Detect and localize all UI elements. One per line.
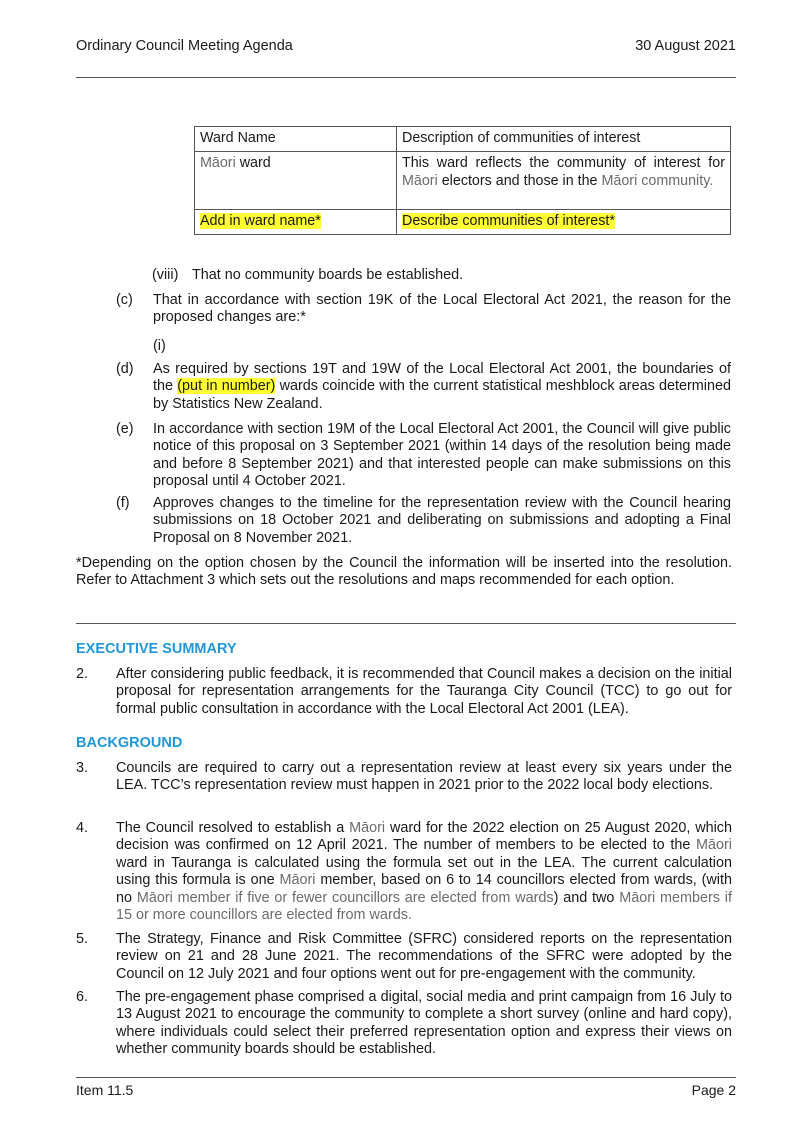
ward-desc-placeholder-cell: [397, 210, 731, 235]
paragraph-2: After considering public feedback, it is recommended that Council makes a decision on the initial proposal for representation arrangements for the Tauranga City Council (TCC) to go out for formal public consultation in accordance with the Local Electoral Act 2001 (LEA).: [116, 666, 732, 717]
paragraph-3: Councils are required to carry out a representation review at least every six years under the LEA. TCC’s representation review must happen in 2021 prior to the 2022 local body elections.: [116, 760, 732, 794]
table-header-row: [195, 127, 731, 152]
item-label: (viii): [152, 267, 179, 283]
option-note: *Depending on the option chosen by the Council the information will be inserted into the resolution. Refer to Attachment 3 which sets out the resolutions and maps recommended for each option.: [76, 555, 732, 589]
item-d-text-b: wards coincide with the current statistical meshblock areas determined by Statistics New Zealand.: [153, 378, 732, 412]
table-row: [195, 152, 731, 210]
ward-word: ward: [235, 155, 271, 171]
item-label: (i): [153, 338, 166, 354]
item-number: Item 11.5: [76, 1082, 134, 1098]
section-rule: [76, 623, 736, 624]
item-f-text: Approves changes to the timeline for the representation review with the Council hearing submissions on 18 October 2021 and deliberating on submissions and adopting a Final Proposal on 8 November 2021.: [153, 495, 731, 546]
maori-clause: Māori members if 15 or more councillors are elected from wards: [116, 889, 733, 924]
ward-name-cell: [195, 152, 397, 210]
paragraph-number: 3.: [76, 760, 89, 776]
p4-text: member, based on 6 to 14 councillors elected from wards, (with no: [116, 872, 732, 906]
item-label: (c): [116, 292, 133, 308]
p4-text: .: [407, 907, 412, 924]
paragraph-number: 6.: [76, 989, 89, 1005]
header-cell-ward-name: Ward Name: [195, 127, 397, 152]
ward-desc-placeholder: Describe communities of interest*: [402, 213, 615, 229]
document-title: Ordinary Council Meeting Agenda: [76, 38, 293, 54]
ward-table: [194, 126, 731, 235]
ward-name-placeholder-cell: [195, 210, 397, 235]
desc-text: This ward reflects the community of interest for: [402, 155, 725, 171]
page-footer: [76, 1082, 736, 1098]
item-c-text: That in accordance with section 19K of the Local Electoral Act 2021, the reason for the proposed changes are:*: [153, 292, 731, 326]
page-number: Page 2: [691, 1082, 736, 1098]
p4-text: ) and two: [553, 889, 615, 906]
desc-text: electors and those in the: [441, 173, 598, 189]
executive-summary-heading: EXECUTIVE SUMMARY: [76, 641, 237, 657]
item-label: (f): [116, 495, 130, 511]
p4-text: The Council resolved to establish a: [116, 820, 345, 836]
item-label: (e): [116, 421, 134, 437]
item-viii-text: That no community boards be established.: [192, 267, 464, 283]
item-e-text: In accordance with section 19M of the Local Electoral Act 2001, the Council will give public notice of this proposal on 3 September 2021 (within 14 days of the resolution being made and before 8 September 2021) and that interested people can make submissions on this proposal until 4 October 2021.: [153, 421, 731, 490]
background-heading: BACKGROUND: [76, 735, 183, 751]
maori-word: Māori: [349, 820, 386, 836]
maori-word: Māori: [200, 155, 236, 171]
meeting-date: 30 August 2021: [635, 38, 736, 54]
item-label: (d): [116, 361, 134, 377]
paragraph-5: The Strategy, Finance and Risk Committee (SFRC) considered reports on the representation review on 21 and 28 June 2021. The recommendations of the SFRC were adopted by the Council on 12 July 2021 and four options went out for pre-engagement with the community.: [116, 931, 732, 982]
paragraph-6: The pre-engagement phase comprised a digital, social media and print campaign from 16 July to 13 August 2021 to encourage the community to complete a short survey (online and hard copy), where individuals could select their preferred representation option and express their views on whether community boards should be established.: [116, 989, 732, 1058]
item-d-text-a: As required by sections 19T and 19W of the Local Electoral Act 2001, the boundaries of the: [153, 361, 731, 395]
header-rule: [76, 77, 736, 78]
paragraph-number: 2.: [76, 666, 89, 682]
maori-word: Māori: [279, 872, 316, 889]
paragraph-number: 5.: [76, 931, 89, 947]
p4-text: ward for the 2022 election on 25 August 2020, which decision was confirmed on 12 April 2021. The number of members to be elected to the: [116, 820, 733, 854]
item-d-text: [153, 361, 731, 413]
table-row: [195, 210, 731, 235]
maori-word: Māori: [696, 837, 732, 854]
maori-clause: Māori member if five or fewer councillors are elected from wards: [136, 889, 554, 906]
paragraph-number: 4.: [76, 820, 89, 836]
maori-word: Māori: [402, 173, 438, 189]
ward-description-cell: [397, 152, 731, 210]
paragraph-4: [116, 820, 732, 924]
p4-text: ward in Tauranga is calculated using the formula set out in the LEA. The current calculation using this formula is one: [116, 854, 732, 889]
maori-word: Māori: [601, 173, 638, 189]
header-cell-description: Description of communities of interest: [397, 127, 731, 152]
footer-rule: [76, 1077, 736, 1078]
desc-text: community.: [641, 173, 714, 189]
number-placeholder: (put in number): [177, 378, 276, 395]
page-header: [76, 38, 736, 60]
ward-name-placeholder: Add in ward name*: [200, 213, 321, 229]
